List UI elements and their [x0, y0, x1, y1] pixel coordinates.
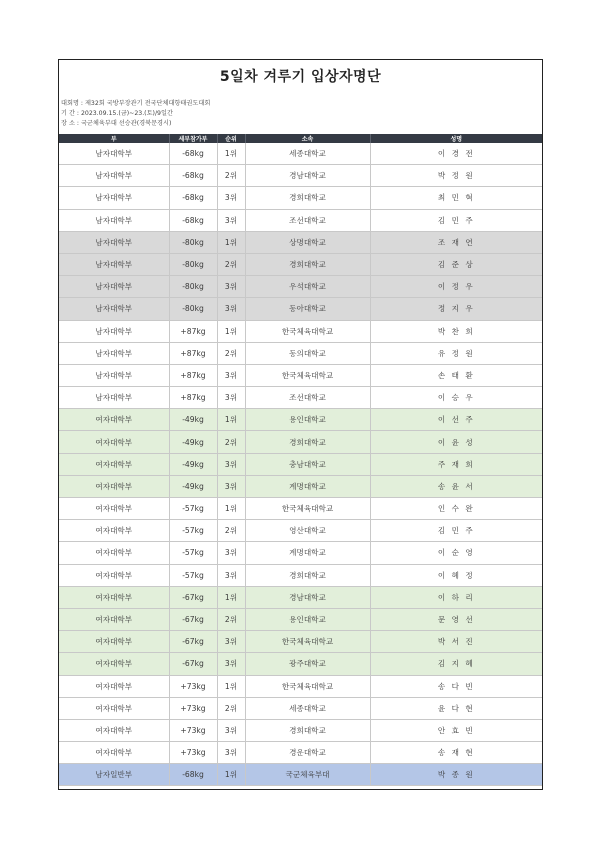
athlete-name-cell: 박 서 진 [370, 631, 542, 653]
division-cell: 여자대학부 [59, 498, 169, 520]
weight-class-cell: -68kg [169, 165, 217, 187]
division-cell: 남자대학부 [59, 298, 169, 320]
rank-cell: 3위 [217, 742, 245, 764]
athlete-name-cell: 박 찬 희 [370, 320, 542, 342]
table-row [59, 697, 542, 719]
weight-class-cell: -49kg [169, 475, 217, 497]
team-cell: 영산대학교 [245, 520, 370, 542]
weight-class-cell: -67kg [169, 608, 217, 630]
rank-cell: 2위 [217, 520, 245, 542]
athlete-name-cell: 최 민 혁 [370, 187, 542, 209]
table-row [59, 409, 542, 431]
athlete-name-cell: 문 영 선 [370, 608, 542, 630]
division-cell: 남자대학부 [59, 253, 169, 275]
rank-cell: 3위 [217, 453, 245, 475]
team-cell: 조선대학교 [245, 209, 370, 231]
division-cell: 남자대학부 [59, 231, 169, 253]
team-cell: 경희대학교 [245, 253, 370, 275]
weight-class-cell: -80kg [169, 276, 217, 298]
athlete-name-cell: 이 승 우 [370, 387, 542, 409]
rank-cell: 1위 [217, 409, 245, 431]
team-cell: 경남대학교 [245, 165, 370, 187]
athlete-name-cell: 김 민 주 [370, 209, 542, 231]
table-row [59, 387, 542, 409]
table-row [59, 165, 542, 187]
team-cell: 용인대학교 [245, 409, 370, 431]
rank-cell: 1위 [217, 675, 245, 697]
team-cell: 상명대학교 [245, 231, 370, 253]
team-cell: 동의대학교 [245, 342, 370, 364]
athlete-name-cell: 안 효 빈 [370, 719, 542, 741]
weight-class-cell: -57kg [169, 542, 217, 564]
rank-cell: 3위 [217, 387, 245, 409]
rank-cell: 2위 [217, 431, 245, 453]
division-cell: 여자대학부 [59, 586, 169, 608]
weight-class-cell: -57kg [169, 564, 217, 586]
athlete-name-cell: 이 정 우 [370, 276, 542, 298]
header-weight-class: 세부참가부 [169, 134, 217, 143]
header-rank: 순위 [217, 134, 245, 143]
team-cell: 계명대학교 [245, 475, 370, 497]
weight-class-cell: +73kg [169, 742, 217, 764]
header-name: 성명 [370, 134, 542, 143]
table-row [59, 542, 542, 564]
rank-cell: 1위 [217, 231, 245, 253]
athlete-name-cell: 송 윤 서 [370, 475, 542, 497]
weight-class-cell: +87kg [169, 320, 217, 342]
table-header-row [59, 134, 542, 143]
team-cell: 경희대학교 [245, 719, 370, 741]
athlete-name-cell: 송 다 빈 [370, 675, 542, 697]
table-row [59, 453, 542, 475]
weight-class-cell: -80kg [169, 298, 217, 320]
athlete-name-cell: 송 재 현 [370, 742, 542, 764]
rank-cell: 2위 [217, 165, 245, 187]
team-cell: 한국체육대학교 [245, 320, 370, 342]
table-row [59, 564, 542, 586]
table-row [59, 320, 542, 342]
athlete-name-cell: 정 지 우 [370, 298, 542, 320]
weight-class-cell: +73kg [169, 697, 217, 719]
weight-class-cell: +87kg [169, 342, 217, 364]
weight-class-cell: +87kg [169, 387, 217, 409]
weight-class-cell: -67kg [169, 586, 217, 608]
header-division: 부 [59, 134, 169, 143]
weight-class-cell: +87kg [169, 364, 217, 386]
table-row [59, 342, 542, 364]
table-row [59, 231, 542, 253]
division-cell: 남자대학부 [59, 320, 169, 342]
athlete-name-cell: 주 재 희 [370, 453, 542, 475]
rank-cell: 1위 [217, 320, 245, 342]
table-row [59, 187, 542, 209]
division-cell: 여자대학부 [59, 631, 169, 653]
division-cell: 여자대학부 [59, 475, 169, 497]
team-cell: 계명대학교 [245, 542, 370, 564]
rank-cell: 1위 [217, 764, 245, 786]
table-row [59, 298, 542, 320]
rank-cell: 2위 [217, 342, 245, 364]
division-cell: 남자대학부 [59, 276, 169, 298]
event-name: 대회명 : 제32회 국방부장관기 전국단체대항태권도대회 [61, 100, 211, 107]
table-row [59, 719, 542, 741]
team-cell: 우석대학교 [245, 276, 370, 298]
athlete-name-cell: 김 지 혜 [370, 653, 542, 675]
document-title: 5일차 겨루기 입상자명단 [219, 69, 382, 85]
division-cell: 여자대학부 [59, 542, 169, 564]
weight-class-cell: +73kg [169, 719, 217, 741]
table-row [59, 742, 542, 764]
rank-cell: 3위 [217, 209, 245, 231]
team-cell: 세종대학교 [245, 697, 370, 719]
division-cell: 남자대학부 [59, 364, 169, 386]
division-cell: 남자대학부 [59, 342, 169, 364]
weight-class-cell: -57kg [169, 498, 217, 520]
team-cell: 국군체육부대 [245, 764, 370, 786]
weight-class-cell: -67kg [169, 653, 217, 675]
division-cell: 여자대학부 [59, 653, 169, 675]
table-row [59, 143, 542, 165]
team-cell: 한국체육대학교 [245, 498, 370, 520]
division-cell: 여자대학부 [59, 608, 169, 630]
table-row [59, 276, 542, 298]
table-row [59, 475, 542, 497]
results-table [59, 134, 542, 786]
table-row [59, 431, 542, 453]
rank-cell: 3위 [217, 276, 245, 298]
weight-class-cell: -68kg [169, 187, 217, 209]
division-cell: 남자대학부 [59, 187, 169, 209]
weight-class-cell: -49kg [169, 409, 217, 431]
table-row [59, 520, 542, 542]
weight-class-cell: -68kg [169, 143, 217, 165]
weight-class-cell: -67kg [169, 631, 217, 653]
table-row [59, 608, 542, 630]
division-cell: 남자대학부 [59, 387, 169, 409]
rank-cell: 3위 [217, 187, 245, 209]
athlete-name-cell: 이 선 주 [370, 409, 542, 431]
division-cell: 남자일반부 [59, 764, 169, 786]
rank-cell: 3위 [217, 631, 245, 653]
weight-class-cell: -68kg [169, 209, 217, 231]
athlete-name-cell: 조 재 연 [370, 231, 542, 253]
division-cell: 여자대학부 [59, 431, 169, 453]
rank-cell: 2위 [217, 608, 245, 630]
table-row [59, 253, 542, 275]
athlete-name-cell: 박 종 원 [370, 764, 542, 786]
weight-class-cell: +73kg [169, 675, 217, 697]
team-cell: 세종대학교 [245, 143, 370, 165]
division-cell: 여자대학부 [59, 564, 169, 586]
team-cell: 한국체육대학교 [245, 675, 370, 697]
event-period: 기 간 : 2023.09.15.(금)~23.(토)/9일간 [61, 110, 173, 117]
rank-cell: 1위 [217, 586, 245, 608]
rank-cell: 3위 [217, 364, 245, 386]
table-row [59, 764, 542, 786]
table-row [59, 653, 542, 675]
header-team: 소속 [245, 134, 370, 143]
athlete-name-cell: 김 민 주 [370, 520, 542, 542]
team-cell: 경희대학교 [245, 187, 370, 209]
division-cell: 여자대학부 [59, 409, 169, 431]
rank-cell: 3위 [217, 719, 245, 741]
team-cell: 경운대학교 [245, 742, 370, 764]
team-cell: 한국체육대학교 [245, 364, 370, 386]
division-cell: 여자대학부 [59, 675, 169, 697]
table-row [59, 586, 542, 608]
rank-cell: 3위 [217, 653, 245, 675]
team-cell: 경남대학교 [245, 586, 370, 608]
table-row [59, 675, 542, 697]
athlete-name-cell: 이 하 리 [370, 586, 542, 608]
document-page [58, 59, 543, 790]
weight-class-cell: -80kg [169, 253, 217, 275]
athlete-name-cell: 이 순 영 [370, 542, 542, 564]
weight-class-cell: -80kg [169, 231, 217, 253]
division-cell: 여자대학부 [59, 742, 169, 764]
table-row [59, 364, 542, 386]
athlete-name-cell: 박 정 원 [370, 165, 542, 187]
rank-cell: 3위 [217, 564, 245, 586]
table-row [59, 209, 542, 231]
weight-class-cell: -68kg [169, 764, 217, 786]
team-cell: 조선대학교 [245, 387, 370, 409]
team-cell: 동아대학교 [245, 298, 370, 320]
athlete-name-cell: 이 경 전 [370, 143, 542, 165]
weight-class-cell: -49kg [169, 453, 217, 475]
rank-cell: 2위 [217, 253, 245, 275]
event-venue: 장 소 : 국군체육부대 선승관(경북문경시) [61, 120, 172, 127]
division-cell: 남자대학부 [59, 143, 169, 165]
team-cell: 경희대학교 [245, 564, 370, 586]
athlete-name-cell: 손 태 환 [370, 364, 542, 386]
table-row [59, 498, 542, 520]
rank-cell: 3위 [217, 298, 245, 320]
athlete-name-cell: 김 준 상 [370, 253, 542, 275]
division-cell: 남자대학부 [59, 165, 169, 187]
athlete-name-cell: 윤 다 현 [370, 697, 542, 719]
rank-cell: 2위 [217, 697, 245, 719]
table-row [59, 631, 542, 653]
rank-cell: 1위 [217, 143, 245, 165]
athlete-name-cell: 이 윤 성 [370, 431, 542, 453]
team-cell: 용인대학교 [245, 608, 370, 630]
division-cell: 여자대학부 [59, 697, 169, 719]
team-cell: 충남대학교 [245, 453, 370, 475]
division-cell: 여자대학부 [59, 520, 169, 542]
team-cell: 한국체육대학교 [245, 631, 370, 653]
team-cell: 광주대학교 [245, 653, 370, 675]
division-cell: 여자대학부 [59, 719, 169, 741]
division-cell: 여자대학부 [59, 453, 169, 475]
athlete-name-cell: 이 혜 정 [370, 564, 542, 586]
rank-cell: 3위 [217, 475, 245, 497]
division-cell: 남자대학부 [59, 209, 169, 231]
athlete-name-cell: 인 수 완 [370, 498, 542, 520]
team-cell: 경희대학교 [245, 431, 370, 453]
athlete-name-cell: 유 정 원 [370, 342, 542, 364]
rank-cell: 1위 [217, 498, 245, 520]
rank-cell: 3위 [217, 542, 245, 564]
weight-class-cell: -49kg [169, 431, 217, 453]
weight-class-cell: -57kg [169, 520, 217, 542]
